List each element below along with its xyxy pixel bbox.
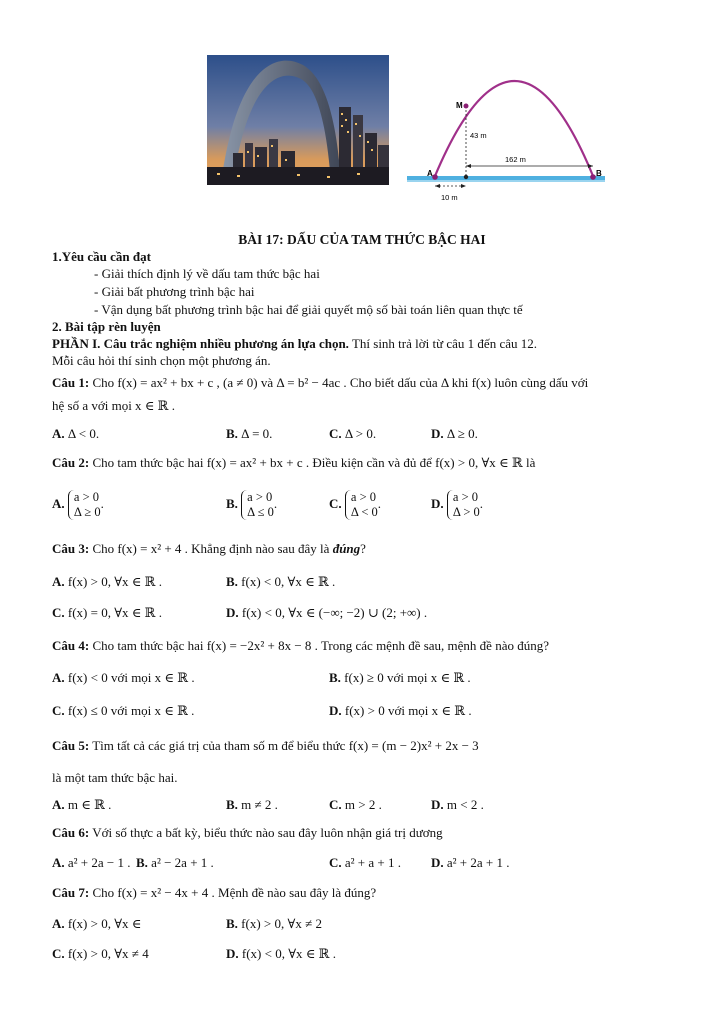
part-line2: Mỗi câu hỏi thí sinh chọn một phương án.: [52, 353, 271, 368]
option-a[interactable]: A. a > 0 Δ ≥ 0.: [52, 490, 104, 519]
option-text: a² − 2a + 1 .: [151, 855, 214, 870]
option-b[interactable]: [329, 670, 471, 686]
option-letter: B.: [136, 855, 148, 870]
option-c[interactable]: [52, 703, 194, 719]
option-letter: B.: [226, 495, 238, 511]
system-line: Δ ≥ 0: [73, 505, 101, 519]
option-a[interactable]: [52, 916, 141, 932]
option-d[interactable]: [431, 797, 484, 813]
system-line: Δ < 0: [350, 505, 378, 519]
option-b[interactable]: [226, 797, 278, 813]
option-letter: A.: [52, 495, 65, 511]
option-text: Δ ≥ 0.: [446, 426, 478, 441]
question-text-end: ?: [360, 541, 366, 556]
option-text: f(x) < 0 với mọi x ∈ ℝ .: [67, 670, 195, 685]
question-label: Câu 4:: [52, 638, 90, 653]
span-label: 162 m: [505, 155, 526, 164]
question-text: Cho f(x) = ax² + bx + c , (a ≠ 0) và Δ = b² − 4ac . Cho biết dấu của Δ khi f(x) luôn cùng dấu với: [89, 375, 589, 390]
option-letter: C.: [329, 797, 342, 812]
question-text: Với số thực a bất kỳ, biểu thức nào sau đây luôn nhận giá trị dương: [89, 825, 443, 840]
option-text: f(x) < 0, ∀x ∈ (−∞; −2) ∪ (2; +∞) .: [241, 605, 428, 620]
question-label: Câu 6:: [52, 825, 90, 840]
option-d[interactable]: [431, 426, 478, 442]
option-text: m ≠ 2 .: [241, 797, 278, 812]
option-a[interactable]: [52, 855, 131, 871]
question-label: Câu 3:: [52, 541, 90, 556]
option-text: f(x) > 0, ∀x ∈ ℝ .: [67, 574, 162, 589]
question-label: Câu 5:: [52, 738, 90, 753]
option-letter: A.: [52, 574, 65, 589]
option-text: Δ = 0.: [241, 426, 273, 441]
option-d[interactable]: D. a > 0 Δ > 0.: [431, 490, 484, 519]
system-line: Δ > 0: [452, 505, 480, 519]
option-a[interactable]: [52, 797, 111, 813]
option-letter: C.: [52, 703, 65, 718]
option-text: Δ < 0.: [67, 426, 100, 441]
option-c[interactable]: [52, 946, 149, 962]
option-letter: D.: [329, 703, 342, 718]
point-b-label: B: [596, 169, 602, 178]
part-title: PHẦN I. Câu trắc nghiệm nhiều phương án lựa chọn.: [52, 336, 349, 351]
option-c[interactable]: [329, 426, 376, 442]
option-text: a² + 2a + 1 .: [446, 855, 510, 870]
option-text: a² + a + 1 .: [344, 855, 401, 870]
system-brace: [345, 490, 378, 520]
option-text: f(x) < 0, ∀x ∈ ℝ .: [241, 946, 336, 961]
option-d[interactable]: [431, 855, 510, 871]
option-letter: D.: [226, 946, 239, 961]
option-letter: A.: [52, 426, 65, 441]
question-1: [52, 375, 588, 391]
option-letter: A.: [52, 916, 65, 931]
height-label: 43 m: [470, 131, 487, 140]
option-text: f(x) > 0 với mọi x ∈ ℝ .: [344, 703, 472, 718]
question-6: [52, 825, 443, 841]
question-text: Cho f(x) = x² − 4x + 4 . Mệnh đề nào sau đây là đúng?: [89, 885, 377, 900]
point-m-label: M: [456, 101, 463, 110]
option-text: f(x) < 0, ∀x ∈ ℝ .: [241, 574, 336, 589]
option-letter: B.: [226, 797, 238, 812]
system-line: a > 0: [452, 490, 478, 504]
option-letter: D.: [431, 855, 444, 870]
point-a-label: A: [427, 169, 433, 178]
option-letter: B.: [226, 916, 238, 931]
system-brace: [68, 490, 101, 520]
part-rest: Thí sinh trả lời từ câu 1 đến câu 12.: [348, 336, 537, 351]
option-letter: C.: [329, 426, 342, 441]
option-letter: B.: [226, 574, 238, 589]
option-d[interactable]: [226, 946, 336, 962]
question-text: Cho tam thức bậc hai f(x) = −2x² + 8x − 8 . Trong các mệnh đề sau, mệnh đề nào đúng?: [89, 638, 549, 653]
option-text: Δ > 0.: [344, 426, 377, 441]
system-line: a > 0: [73, 490, 99, 504]
option-letter: A.: [52, 855, 65, 870]
question-7: [52, 885, 376, 901]
option-a[interactable]: [52, 426, 99, 442]
question-2: [52, 455, 535, 471]
question-3: [52, 541, 366, 557]
question-5: [52, 738, 479, 754]
option-letter: D.: [431, 797, 444, 812]
question-label: Câu 1:: [52, 375, 90, 390]
option-b[interactable]: [226, 916, 322, 932]
option-letter: B.: [329, 670, 341, 685]
objective-item: - Vận dụng bất phương trình bậc hai để giải quyết mộ số bài toán liên quan thực tế: [94, 302, 523, 317]
section1-heading: 1.Yêu cầu cần đạt: [52, 249, 151, 264]
question-label: Câu 2:: [52, 455, 90, 470]
option-letter: C.: [329, 495, 342, 511]
question-text: Cho tam thức bậc hai f(x) = ax² + bx + c . Điều kiện cần và đủ để f(x) > 0, ∀x ∈ ℝ là: [89, 455, 536, 470]
parabola-arch-diagram: [405, 48, 610, 208]
question-1-line2: hệ số a với mọi x ∈ ℝ .: [52, 398, 175, 413]
option-letter: D.: [431, 495, 444, 511]
option-letter: C.: [329, 855, 342, 870]
option-letter: A.: [52, 670, 65, 685]
option-a[interactable]: [52, 574, 162, 590]
system-line: a > 0: [350, 490, 376, 504]
option-letter: D.: [226, 605, 239, 620]
option-c[interactable]: [52, 605, 162, 621]
offset-label: 10 m: [441, 193, 458, 202]
option-b[interactable]: B. a > 0 Δ ≤ 0.: [226, 490, 278, 519]
option-c[interactable]: [329, 855, 401, 871]
option-b[interactable]: [226, 574, 335, 590]
option-text: m > 2 .: [344, 797, 382, 812]
option-text: a² + 2a − 1 .: [67, 855, 131, 870]
question-text: Cho f(x) = x² + 4 . Khẳng định nào sau đây là: [89, 541, 333, 556]
option-b[interactable]: [136, 855, 214, 871]
option-c[interactable]: C. a > 0 Δ < 0.: [329, 490, 382, 519]
option-letter: C.: [52, 605, 65, 620]
option-text: f(x) > 0, ∀x ≠ 2: [241, 916, 322, 931]
question-4: [52, 638, 549, 654]
objective-item: - Giải thích định lý về dấu tam thức bậc hai: [94, 266, 320, 281]
question-emphasis: đúng: [332, 541, 361, 556]
option-letter: B.: [226, 426, 238, 441]
option-letter: D.: [431, 426, 444, 441]
system-line: Δ ≤ 0: [247, 505, 274, 519]
question-label: Câu 7:: [52, 885, 90, 900]
option-b[interactable]: [226, 426, 272, 442]
lesson-title: BÀI 17: DẤU CỦA TAM THỨC BẬC HAI: [238, 232, 486, 247]
part-instructions: [52, 336, 537, 352]
option-d[interactable]: [226, 605, 427, 621]
question-5-line2: là một tam thức bậc hai.: [52, 770, 178, 785]
system-brace: [447, 490, 480, 520]
system-brace: [241, 490, 274, 520]
question-text: Tìm tất cả các giá trị của tham số m để biểu thức f(x) = (m − 2)x² + 2x − 3: [89, 738, 479, 753]
option-text: f(x) = 0, ∀x ∈ ℝ .: [67, 605, 162, 620]
option-text: m ∈ ℝ .: [67, 797, 112, 812]
gateway-arch-photo: [207, 55, 389, 185]
option-c[interactable]: [329, 797, 382, 813]
option-letter: C.: [52, 946, 65, 961]
option-text: f(x) > 0, ∀x ∈: [67, 916, 142, 931]
option-text: f(x) ≤ 0 với mọi x ∈ ℝ .: [67, 703, 195, 718]
section2-heading: 2. Bài tập rèn luyện: [52, 319, 161, 334]
option-d[interactable]: [329, 703, 472, 719]
option-text: f(x) > 0, ∀x ≠ 4: [67, 946, 149, 961]
system-line: a > 0: [247, 490, 273, 504]
option-letter: A.: [52, 797, 65, 812]
objective-item: - Giải bất phương trình bậc hai: [94, 284, 255, 299]
option-a[interactable]: [52, 670, 195, 686]
option-text: f(x) ≥ 0 với mọi x ∈ ℝ .: [344, 670, 471, 685]
option-text: m < 2 .: [446, 797, 484, 812]
